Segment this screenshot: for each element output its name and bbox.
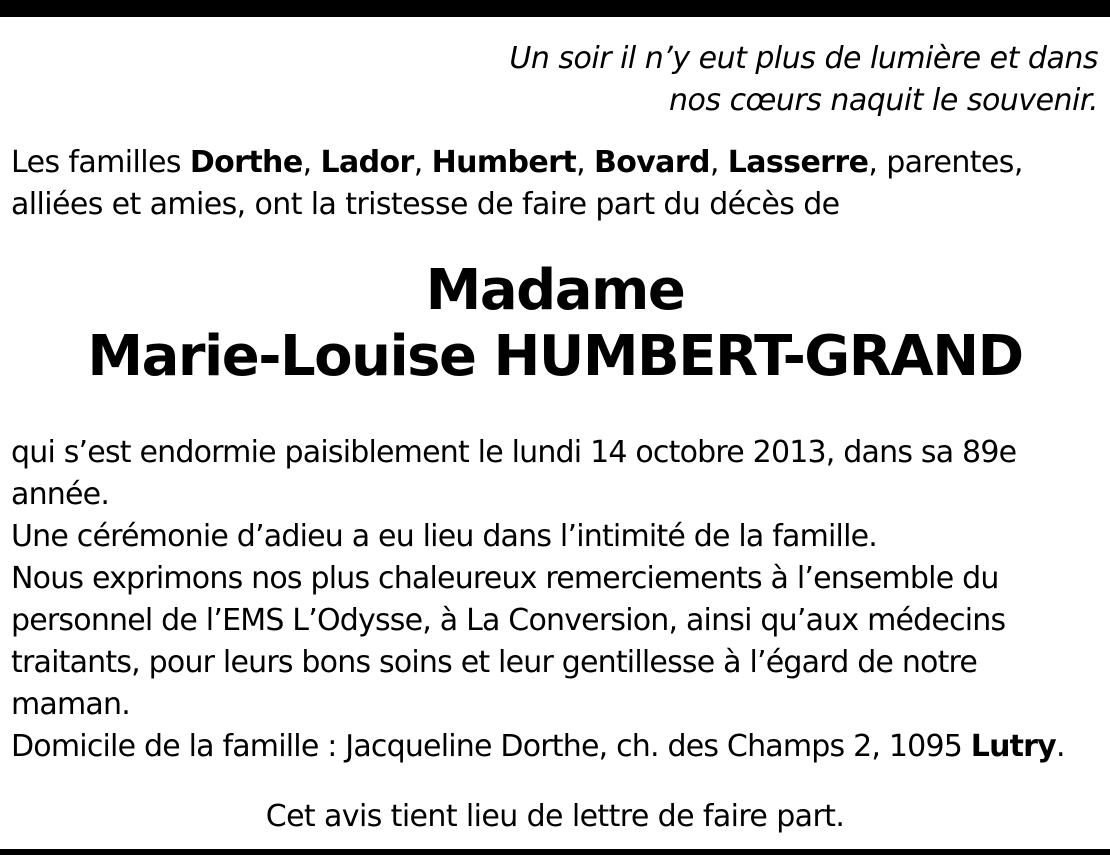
domicile-town: Lutry — [970, 729, 1056, 764]
thanks-paragraph: Nous exprimons nos plus chaleureux remerciements à l’ensemble du personnel de l’EMS L’Odysse, à La Conversion, ainsi qu’aux médecins traitants, pour leurs bons soins et leur gentillesse à l’égard de notre maman. — [11, 561, 1006, 722]
intro-prefix: Les familles — [11, 145, 190, 180]
epigraph-line-2: nos cœurs naquit le souvenir. — [669, 83, 1098, 118]
bottom-rule — [0, 849, 1110, 855]
closing-note: Cet avis tient lieu de lettre de faire part. — [265, 799, 845, 834]
ceremony-paragraph: Une cérémonie d’adieu a eu lieu dans l’intimité de la famille. — [11, 519, 878, 554]
deceased-title: Madame — [425, 258, 685, 323]
domicile-address: Domicile de la famille : Jacqueline Dorthe, ch. des Champs 2, 1095 — [11, 729, 971, 764]
top-rule — [0, 0, 1110, 17]
domicile-paragraph — [11, 726, 1099, 768]
family-name: Humbert — [431, 145, 577, 180]
family-name: Lasserre — [727, 145, 869, 180]
intro-separator: , — [576, 145, 594, 180]
deceased-name-block — [0, 258, 1110, 390]
epigraph — [298, 38, 1098, 122]
announcement-body — [11, 432, 1099, 768]
family-name: Bovard — [593, 145, 710, 180]
death-paragraph: qui s’est endormie paisiblement le lundi 14 octobre 2013, dans sa 89e année. — [11, 435, 1017, 512]
intro-separator: , — [413, 145, 432, 180]
intro-paragraph — [11, 142, 1101, 226]
intro-separator: , — [709, 145, 728, 180]
epigraph-line-1: Un soir il n’y eut plus de lumière et dans — [509, 41, 1098, 76]
deceased-name: Marie-Louise HUMBERT-GRAND — [87, 324, 1023, 389]
family-name: Dorthe — [189, 145, 303, 180]
domicile-suffix: . — [1055, 729, 1065, 764]
intro-suffix: , parentes, alliées et amies, ont la tristesse de faire part du décès de — [11, 145, 1023, 222]
family-name: Lador — [320, 145, 414, 180]
intro-separator: , — [302, 145, 321, 180]
